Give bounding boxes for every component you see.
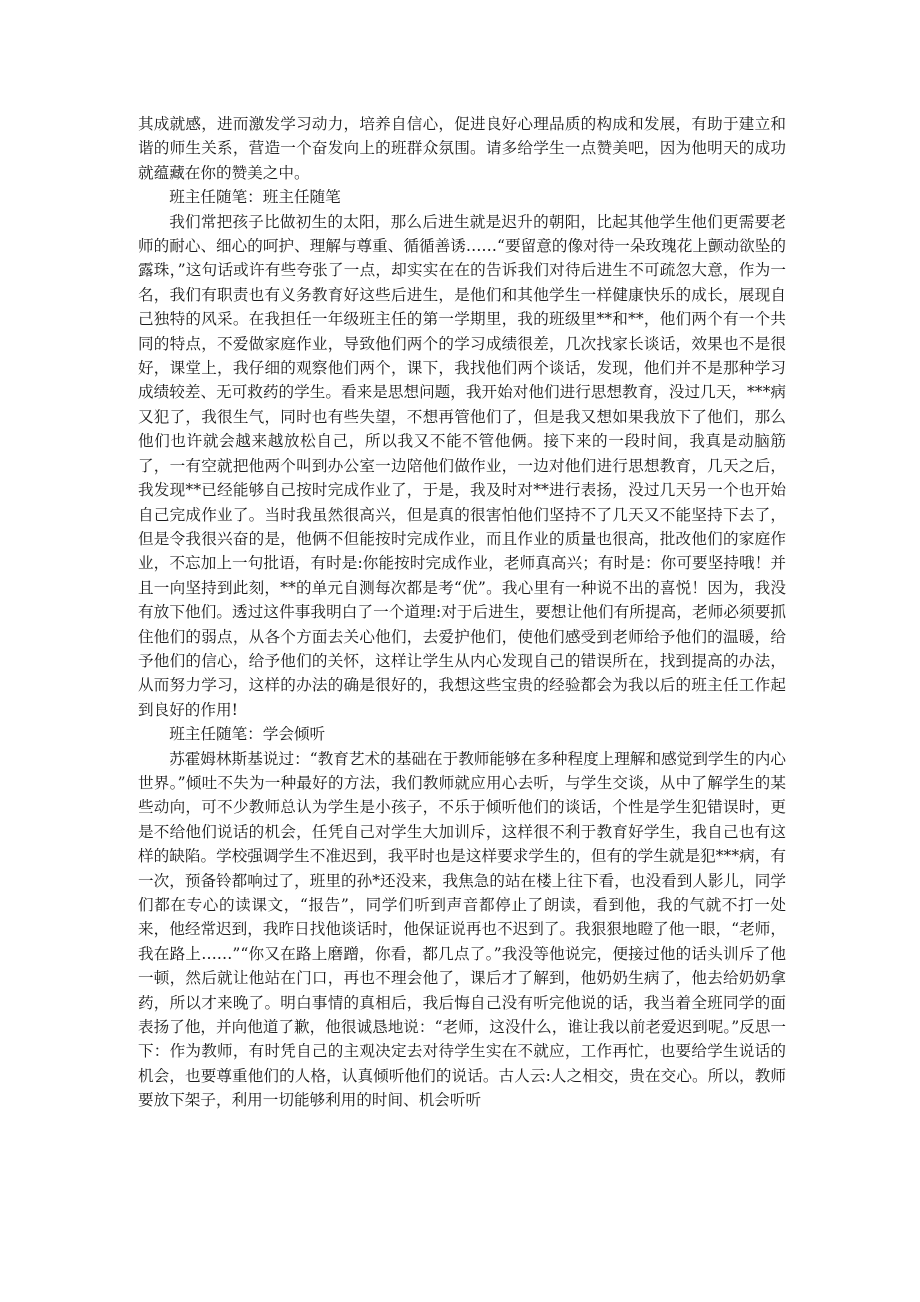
section-heading-2: 班主任随笔：学会倾听 [169, 725, 326, 744]
document-body [138, 112, 786, 1113]
section-paragraph-1: 我们常把孩子比做初生的太阳，那么后进生就是迟升的朝阳，比起其他学生他们更需要老师的耐心、细心的呵护、理解与尊重、循循善诱……“要留意的像对待一朵玫瑰花上颤动欲坠的露珠，”这句话或许有些夸张了一点，却实实在在的告诉我们对待后进生不可疏忽大意，作为一名，我们有职责也有义务教育好这些后进生，是他们和其他学生一样健康快乐的成长，展现自己独特的风采。在我担任一年级班主任的第一学期里，我的班级里**和**，他们两个有一个共同的特点，不爱做家庭作业，导致他们两个的学习成绩很差，几次找家长谈话，效果也不是很好，课堂上，我仔细的观察他们两个，课下，我找他们两个谈话，发现，他们并不是那种学习成绩较差、无可救药的学生。看来是思想问题，我开始对他们进行思想教育，没过几天，***病又犯了，我很生气，同时也有些失望，不想再管他们了，但是我又想如果我放下了他们，那么他们也许就会越来越放松自己，所以我又不能不管他俩。接下来的一段时间，我真是动脑筋了，一有空就把他两个叫到办公室一边陪他们做作业，一边对他们进行思想教育，几天之后，我发现**已经能够自己按时完成作业了，于是，我及时对**进行表扬，没过几天另一个也开始自己完成作业了。当时我虽然很高兴，但是真的很害怕他们坚持不了几天又不能坚持下去了，但是令我很兴奋的是，他俩不但能按时完成作业，而且作业的质量也很高，批改他们的家庭作业，不忘加上一句批语，有时是:你能按时完成作业，老师真高兴；有时是：你可要坚持哦！并且一向坚持到此刻，**的单元自测每次都是考“优”。我心里有一种说不出的喜悦！因为，我没有放下他们。透过这件事我明白了一个道理:对于后进生，要想让他们有所提高，老师必须要抓住他们的弱点，从各个方面去关心他们，去爱护他们，使他们感受到老师给予他们的温暖，给予他们的信心，给予他们的关怀，这样让学生从内心发现自己的错误所在，找到提高的办法，从而努力学习，这样的办法的确是很好的，我想这些宝贵的经验都会为我以后的班主任工作起到良好的作用! [138, 212, 786, 719]
section-heading-1: 班主任随笔：班主任随笔 [169, 188, 341, 207]
section-paragraph-2: 苏霍姆林斯基说过：“教育艺术的基础在于教师能够在多种程度上理解和感觉到学生的内心世界。”倾吐不失为一种最好的方法，我们教师就应用心去听，与学生交谈，从中了解学生的某些动向，可不少教师总认为学生是小孩子，不乐于倾听他们的谈话，个性是学生犯错误时，更是不给他们说话的机会，任凭自己对学生大加训斥，这样很不利于教育好学生，我自己也有这样的缺陷。学校强调学生不准迟到，我平时也是这样要求学生的，但有的学生就是犯***病，有一次，预备铃都响过了，班里的孙*还没来，我焦急的站在楼上往下看，也没看到人影儿，同学们都在专心的读课文，“报告”，同学们听到声音都停止了朗读，看到他，我的气就不打一处来，他经常迟到，我昨日找他谈话时，他保证说再也不迟到了。我狠狠地瞪了他一眼，“老师，我在路上……”“你又在路上磨蹭，你看，都几点了。”我没等他说完，便接过他的话头训斥了他一顿，然后就让他站在门口，再也不理会他了，课后才了解到，他奶奶生病了，他去给奶奶拿药，所以才来晚了。明白事情的真相后，我后悔自己没有听完他说的话，我当着全班同学的面表扬了他，并向他道了歉，他很诚恳地说：“老师，这没什么，谁让我以前老爱迟到呢。”反思一下：作为教师，有时凭自己的主观决定去对待学生实在不就应，工作再忙，也要给学生说话的机会，也要尊重他们的人格，认真倾听他们的说话。古人云:人之相交，贵在交心。所以，教师要放下架子，利用一切能够利用的时间、机会听听 [138, 749, 786, 1110]
intro-paragraph: 其成就感，进而激发学习动力，培养自信心，促进良好心理品质的构成和发展，有助于建立和谐的师生关系，营造一个奋发向上的班群众氛围。请多给学生一点赞美吧，因为他明天的成功就蕴藏在你的赞美之中。 [138, 115, 786, 182]
